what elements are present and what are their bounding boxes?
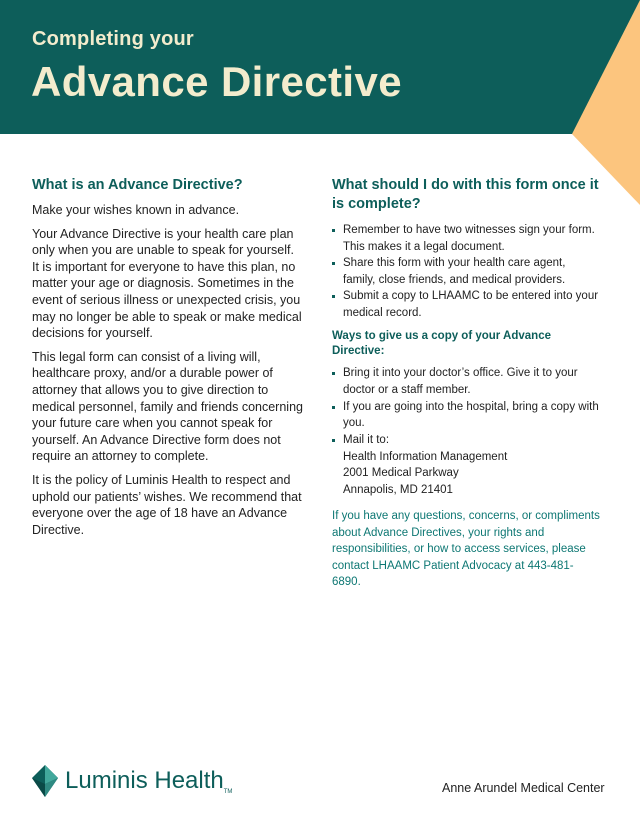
paragraph: Make your wishes known in advance. [32, 203, 240, 217]
list-item [332, 255, 600, 288]
contact-info: If you have any questions, concerns, or compliments about Advance Directives, your rights and responsibilities, or how to access services, please contact LHAAMC Patient Advocacy at 443-481-6890. [332, 510, 600, 588]
list-item [332, 399, 600, 432]
list-item-text: Submit a copy to LHAAMC to be entered into your medical record. [343, 290, 599, 319]
list-item [332, 288, 600, 321]
list-item-text: Bring it into your doctor’s office. Give it to your doctor or a staff member. [343, 367, 578, 396]
section-heading-what-is: What is an Advance Directive? [32, 177, 243, 193]
ways-subheading: Ways to give us a copy of your Advance Directive: [332, 330, 551, 357]
bullet-icon [332, 439, 335, 442]
bullet-icon [332, 406, 335, 409]
mail-address-line2: 2001 Medical Parkway [343, 467, 459, 479]
header-subtitle: Completing your [32, 28, 194, 50]
right-column [332, 176, 600, 602]
list-item-text: Share this form with your health care agent, family, close friends, and medical providers. [343, 257, 566, 286]
mail-intro: Mail it to: [343, 434, 390, 446]
luminis-diamond-icon [31, 764, 59, 798]
page-title: Advance Directive [31, 58, 402, 105]
list-item-mail [332, 432, 600, 498]
mail-address-line1: Health Information Management [343, 450, 508, 463]
paragraph: Your Advance Directive is your health care plan only when you are unable to speak for yourself. It is important for everyone to have this plan, no matter your age or diagnosis. Sometimes in the event of serious illness or unexpected crisis, you may no longer be able to speak or make medical decisions for yourself. [32, 226, 302, 341]
logo-text: Luminis Health [65, 767, 224, 794]
bullet-icon [332, 295, 335, 298]
trademark-mark: TM [223, 789, 233, 795]
section-heading-what-to-do: What should I do with this form once it is complete? [332, 177, 599, 212]
peach-chevron-shape [572, 0, 640, 205]
mail-address-line3: Annapolis, MD 21401 [343, 483, 453, 496]
bullet-icon [332, 372, 335, 375]
list-item [332, 365, 600, 398]
ways-list [332, 365, 600, 498]
bullet-icon [332, 229, 335, 232]
bullet-icon [332, 262, 335, 265]
logo-wordmark [65, 767, 232, 795]
steps-list [332, 222, 600, 321]
paragraph: This legal form can consist of a living will, healthcare proxy, and/or a durable power of attorney that allows you to give direction to medical personnel, family and friends concerning your future care when you cannot speak for yourself. An Advance Directive form does not require an attorney to complete. [32, 349, 303, 464]
list-item-text: If you are going into the hospital, bring a copy with you. [343, 400, 599, 429]
list-item [332, 222, 600, 255]
paragraph: It is the policy of Luminis Health to respect and uphold our patients’ wishes. We recommend that everyone over the age of 18 have an Advance Directive. [32, 472, 302, 537]
list-item-text: Remember to have two witnesses sign your form. This makes it a legal document. [343, 224, 595, 253]
center-name: Anne Arundel Medical Center [442, 781, 605, 795]
left-column [32, 176, 304, 545]
